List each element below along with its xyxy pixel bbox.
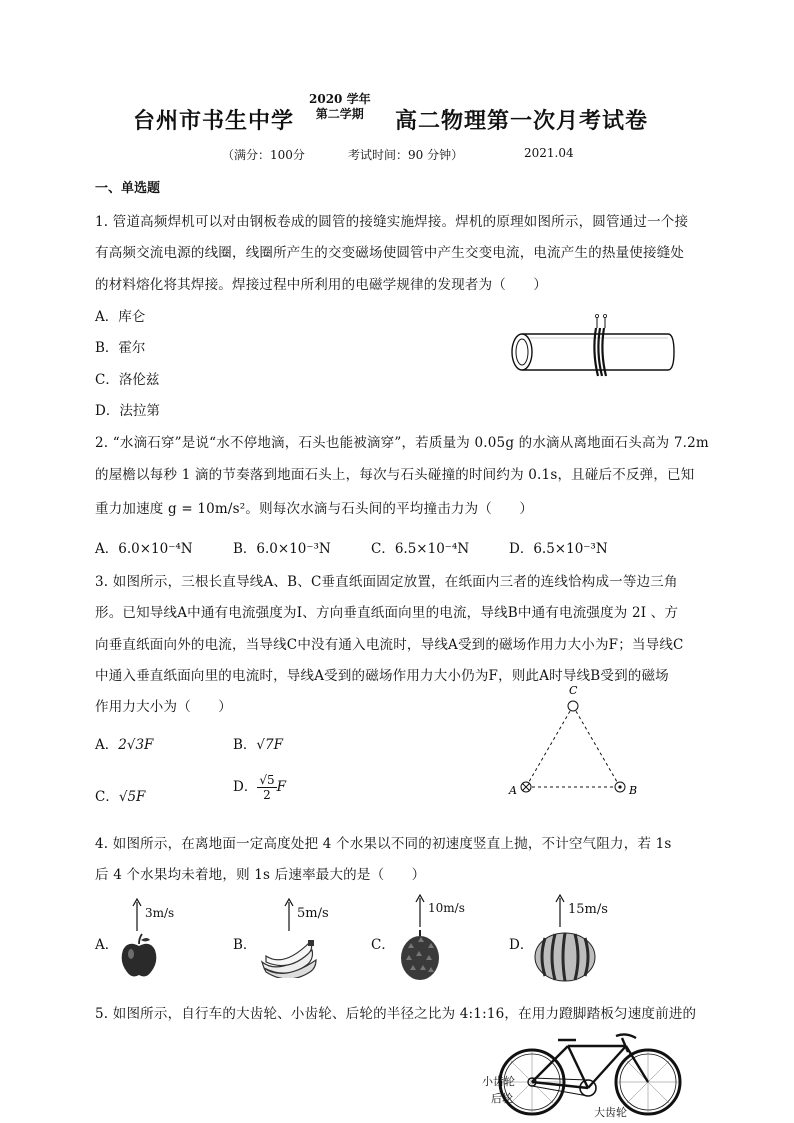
q3-option-a-label: A． <box>95 737 119 753</box>
q1-option-c: C．洛伦兹 <box>95 372 160 388</box>
q4-option-c-label: C． <box>371 937 395 953</box>
wire-b-label: B <box>629 784 638 797</box>
q5-line-1: 5. 如图所示，自行车的大齿轮、小齿轮、后轮的半径之比为 4:1:16，在用力蹬脚踏板匀速度前进的 <box>95 1006 697 1022</box>
q3-option-c-label: C． <box>95 789 119 805</box>
label-small-gear: 小齿轮 <box>482 1075 515 1088</box>
q1-option-b: B．霍尔 <box>95 340 146 356</box>
q3-option-d-label: D． <box>233 779 258 795</box>
q3-option-a-value: 2√3F <box>118 737 154 753</box>
speed-a: 3m/s <box>145 906 175 920</box>
arrow-up-icon <box>415 894 425 928</box>
year-top: 2020 学年 <box>309 92 371 106</box>
q3-line-5: 作用力大小为（ ） <box>95 699 232 715</box>
q3-option-a <box>95 733 153 753</box>
q2-line-2: 的屋檐以每秒 1 滴的节奏落到地面石头上，每次与石头碰撞的时间约为 0.1s，且碰后不反弹，已知 <box>95 467 695 483</box>
q1-line-1: 1. 管道高频焊机可以对由钢板卷成的圆管的接缝实施焊接。焊机的原理如图所示，圆管通过一个接 <box>95 214 689 230</box>
speed-c: 10m/s <box>428 901 465 915</box>
year-stack <box>309 92 371 122</box>
label-big-gear: 大齿轮 <box>594 1106 627 1119</box>
speed-b: 5m/s <box>297 906 329 921</box>
q3-option-c-value: √5F <box>118 789 146 805</box>
wire-triangle-diagram <box>505 682 645 800</box>
arrow-up-icon <box>284 898 294 932</box>
q2-option-b: B．6.0×10⁻³N <box>233 541 331 557</box>
q3-line-1: 3. 如图所示，三根长直导线A、B、C垂直纸面固定放置，在纸面内三者的连线恰构成一等边三角 <box>95 574 678 590</box>
q4-option-d-label: D． <box>509 937 534 953</box>
wire-c-label: C <box>569 684 578 697</box>
label-rear-wheel: 后轮 <box>491 1092 513 1105</box>
pipe-coil-figure <box>508 314 676 380</box>
q1-option-d: D．法拉第 <box>95 403 160 419</box>
speed-d: 15m/s <box>568 902 608 917</box>
banana-icon <box>258 938 320 978</box>
q3-option-b <box>233 733 283 753</box>
q2-line-1: 2. “水滴石穿”是说“水不停地滴，石头也能被滴穿”，若质量为 0.05g 的水滴从离地面石头高为 7.2m <box>95 435 709 451</box>
arrow-up-icon <box>555 894 565 928</box>
q2-option-a: A．6.0×10⁻⁴N <box>95 541 193 557</box>
meta-time: 考试时间：90 分钟） <box>348 148 464 162</box>
q1-line-3: 的材料熔化将其焊接。焊接过程中所利用的电磁学规律的发现者为（ ） <box>95 277 548 293</box>
q1-option-a: A．库仑 <box>95 309 146 325</box>
year-bottom: 第二学期 <box>315 107 364 121</box>
q3-line-2: 形。已知导线A中通有电流强度为I、方向垂直纸面向里的电流，导线B中通有电流强度为 2I 、方 <box>95 605 679 621</box>
q4-option-b-label: B． <box>233 937 257 953</box>
watermelon-icon <box>533 932 597 982</box>
meta-score: （满分：100分 <box>222 148 305 162</box>
q2-line-3: 重力加速度 g = 10m/s²。则每次水滴与石头间的平均撞击力为（ ） <box>95 501 534 517</box>
q1-line-2: 有高频交流电源的线圈，线圈所产生的交变磁场使圆管中产生交变电流，电流产生的热量使接缝处 <box>95 245 685 261</box>
q3-option-d-numerator: √5 <box>259 773 275 787</box>
wire-a-label: A <box>509 784 517 797</box>
q4-line-1: 4. 如图所示，在离地面一定高度处把 4 个水果以不同的初速度竖直上抛，不计空气阻力，若 1s <box>95 836 672 852</box>
meta-date: 2021.04 <box>524 146 574 160</box>
q3-option-b-label: B． <box>233 737 257 753</box>
q2-option-c: C．6.5×10⁻⁴N <box>371 541 470 557</box>
q2-option-d: D．6.5×10⁻³N <box>509 541 608 557</box>
durian-icon <box>398 930 442 982</box>
q3-option-d-fraction <box>257 773 276 802</box>
q3-line-3: 向垂直纸面向外的电流，当导线C中没有通入电流时，导线A受到的磁场作用力大小为F；当导线C <box>95 637 684 653</box>
q3-line-4: 中通入垂直纸面向里的电流时，导线A受到的磁场作用力大小仍为F，则此A时导线B受到的磁场 <box>95 668 669 684</box>
q3-option-d-tail: F <box>276 779 286 795</box>
section-title: 一、单选题 <box>95 181 161 196</box>
q4-line-2: 后 4 个水果均未着地，则 1s 后速率最大的是（ ） <box>95 867 426 883</box>
apple-icon <box>118 932 160 980</box>
exam-title: 高二物理第一次月考试卷 <box>395 108 649 134</box>
school-name: 台州市书生中学 <box>133 108 295 134</box>
q3-option-d-denominator: 2 <box>263 788 271 802</box>
q3-option-d <box>233 773 286 802</box>
q3-option-c <box>95 785 145 805</box>
q4-option-a-label: A． <box>95 937 119 953</box>
q3-option-b-value: √7F <box>256 737 283 753</box>
arrow-up-icon <box>132 898 142 932</box>
